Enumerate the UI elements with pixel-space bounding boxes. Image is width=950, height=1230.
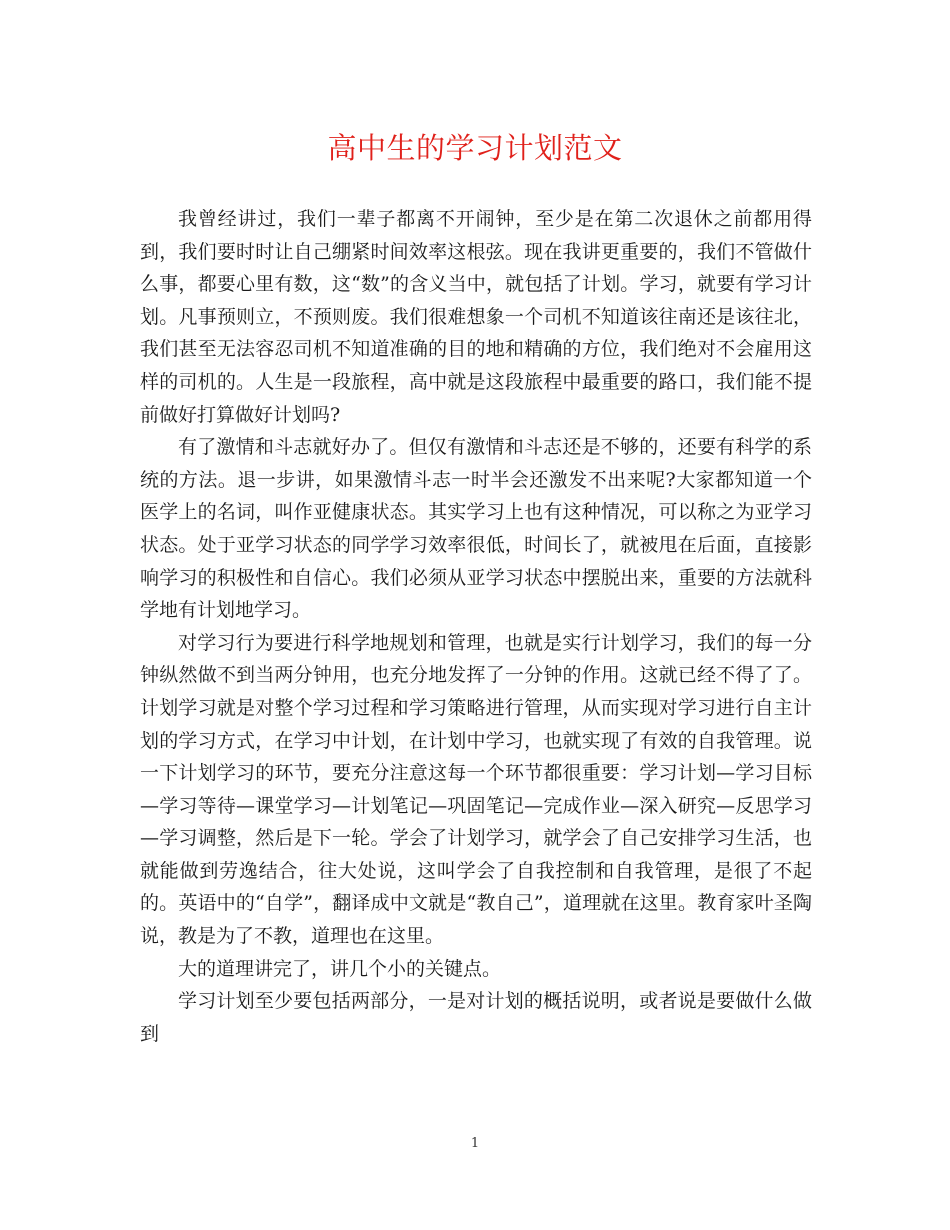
paragraph-3: 对学习行为要进行科学地规划和管理，也就是实行计划学习，我们的每一分钟纵然做不到当两分钟用，也充分地发挥了一分钟的作用。这就已经不得了了。计划学习就是对整个学习过程和学习策略进行管理，从而实现对学习进行自主计划的学习方式，在学习中计划，在计划中学习，也就实现了有效的自我管理。说一下计划学习的环节，要充分注意这每一个环节都很重要：学习计划—学习目标—学习等待—课堂学习—计划笔记—巩固笔记—完成作业—深入研究—反思学习—学习调整，然后是下一轮。学会了计划学习，就学会了自己安排学习生活，也就能做到劳逸结合，往大处说，这叫学会了自我控制和自我管理，是很了不起的。英语中的“自学”，翻译成中文就是“教自己”，道理就在这里。教育家叶圣陶说，教是为了不教，道理也在这里。 — [140, 631, 812, 948]
paragraph-2: 有了激情和斗志就好办了。但仅有激情和斗志还是不够的，还要有科学的系统的方法。退一步讲，如果激情斗志一时半会还激发不出来呢?大家都知道一个医学上的名词，叫作亚健康状态。其实学习上也有这种情况，可以称之为亚学习状态。处于亚学习状态的同学学习效率很低，时间长了，就被甩在后面，直接影响学习的积极性和自信心。我们必须从亚学习状态中摆脱出来，重要的方法就科学地有计划地学习。 — [140, 436, 812, 622]
paragraph-5: 学习计划至少要包括两部分，一是对计划的概括说明，或者说是要做什么做到 — [140, 990, 812, 1045]
paragraph-1: 我曾经讲过，我们一辈子都离不开闹钟，至少是在第二次退休之前都用得到，我们要时时让自己绷紧时间效率这根弦。现在我讲更重要的，我们不管做什么事，都要心里有数，这“数”的含义当中，就包括了计划。学习，就要有学习计划。凡事预则立，不预则废。我们很难想象一个司机不知道该往南还是该往北，我们甚至无法容忍司机不知道准确的目的地和精确的方位，我们绝对不会雇用这样的司机的。人生是一段旅程，高中就是这段旅程中最重要的路口，我们能不提前做好打算做好计划吗? — [140, 208, 812, 426]
document-title: 高中生的学习计划范文 — [327, 131, 623, 165]
document-body — [140, 203, 812, 1050]
page-number: 1 — [470, 1136, 480, 1151]
paragraph-4: 大的道理讲完了，讲几个小的关键点。 — [178, 957, 502, 980]
